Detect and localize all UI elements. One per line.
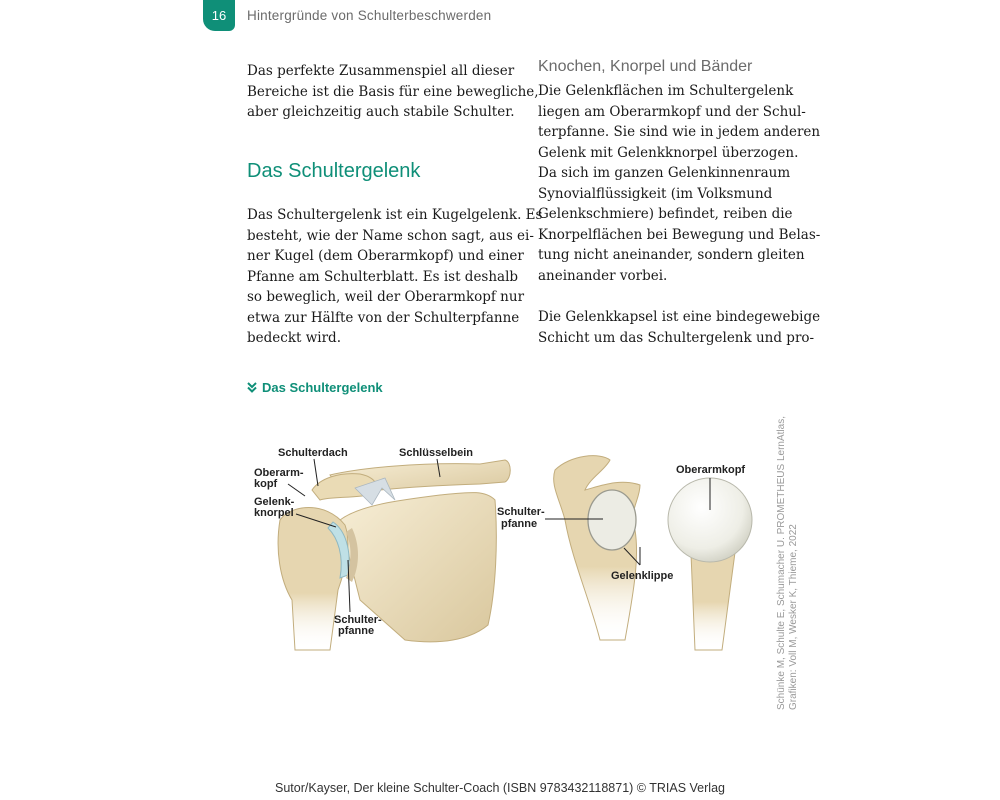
caption-text: Das Schultergelenk	[262, 380, 383, 395]
section-heading: Das Schultergelenk	[247, 160, 421, 182]
label-schluesselbein: Schlüsselbein	[399, 447, 473, 459]
intro-paragraph	[247, 61, 539, 123]
image-credit	[776, 416, 800, 710]
label-schulterpfanne-left-line1: Schulter-	[334, 614, 382, 626]
text-line: Da sich im ganzen Gelenkinnenraum	[538, 165, 791, 181]
label-gelenkknorpel-line2: knorpel	[254, 507, 294, 519]
leader-line	[314, 459, 318, 486]
label-oberarmkopf-line1: Oberarm-	[254, 467, 304, 479]
label-schulterpfanne-left-line2: pfanne	[338, 625, 375, 637]
text-line: ner Kugel (dem Oberarmkopf) und einer	[247, 248, 524, 264]
running-head: Hintergründe von Schulterbeschwerden	[247, 8, 492, 23]
text-line: Gelenk mit Gelenkknorpel überzogen.	[538, 144, 799, 161]
label-oberarmkopf-line2: kopf	[254, 478, 278, 490]
text-line: Das perfekte Zusammenspiel all dieser	[247, 63, 515, 79]
text-line: besteht, wie der Name schon sagt, aus ei-	[247, 227, 534, 244]
knochen-paragraph	[538, 81, 820, 286]
left-joint-drawing	[278, 460, 510, 650]
text-line: aber gleichzeitig auch stabile Schulter.	[247, 104, 515, 120]
text-line: aneinander vorbei.	[538, 267, 668, 284]
scapula-lateral-shape	[554, 456, 640, 640]
text-line: Schicht um das Schultergelenk und pro-	[538, 329, 815, 346]
text-line: Bereiche ist die Basis für eine bewegliche,	[247, 83, 539, 100]
text-line: Gelenkschmiere) befindet, reiben die	[538, 206, 793, 222]
page-footer: Sutor/Kayser, Der kleine Schulter-Coach (ISBN 9783432118871) © TRIAS Verlag	[275, 781, 725, 795]
label-schulterpfanne-right-line1: Schulter-	[497, 506, 545, 518]
chevron-down-icon	[247, 382, 257, 393]
text-line: etwa zur Hälfte von der Schulterpfanne	[247, 309, 520, 326]
page-number-badge	[203, 0, 235, 31]
text-line: liegen am Oberarmkopf und der Schul-	[538, 103, 806, 120]
text-line: Das Schultergelenk ist ein Kugelgelenk. Es	[247, 207, 543, 223]
label-oberarmkopf-right: Oberarmkopf	[676, 464, 746, 476]
leader-line	[288, 484, 305, 496]
subsection-heading: Knochen, Knorpel und Bänder	[538, 58, 753, 75]
figure-caption	[247, 380, 383, 395]
text-line: Synovialflüssigkeit (im Volksmund	[538, 185, 773, 202]
label-schulterpfanne-right-line2: pfanne	[501, 518, 538, 530]
text-line: bedeckt wird.	[247, 330, 341, 346]
text-line: Die Gelenkkapsel ist eine bindegewebige	[538, 309, 821, 325]
label-gelenkknorpel-line1: Gelenk-	[254, 496, 295, 508]
label-gelenklippe: Gelenklippe	[611, 570, 674, 582]
credit-line: Grafiken: Voll M, Wesker K, Thieme, 2022	[788, 524, 799, 710]
schultergelenk-paragraph	[247, 205, 542, 349]
credit-line: Schünke M, Schulte E, Schumacher U. PROMETHEUS LernAtlas,	[776, 416, 787, 710]
label-schulterdach: Schulterdach	[278, 447, 348, 459]
shoulder-joint-illustration	[240, 430, 780, 660]
gelenkkapsel-paragraph	[538, 307, 820, 348]
text-line: Knorpelflächen bei Bewegung und Belas-	[538, 226, 821, 243]
text-line: Pfanne am Schulterblatt. Es ist deshalb	[247, 268, 519, 285]
text-line: tung nicht aneinander, sondern gleiten	[538, 247, 805, 263]
text-line: so beweglich, weil der Oberarmkopf nur	[247, 289, 525, 305]
text-line: Die Gelenkflächen im Schultergelenk	[538, 83, 794, 99]
glenoid-right-shape	[588, 490, 636, 550]
text-line: terpfanne. Sie sind wie in jedem anderen	[538, 124, 821, 140]
page-number: 16	[211, 8, 227, 23]
right-joint-drawing	[554, 456, 752, 650]
